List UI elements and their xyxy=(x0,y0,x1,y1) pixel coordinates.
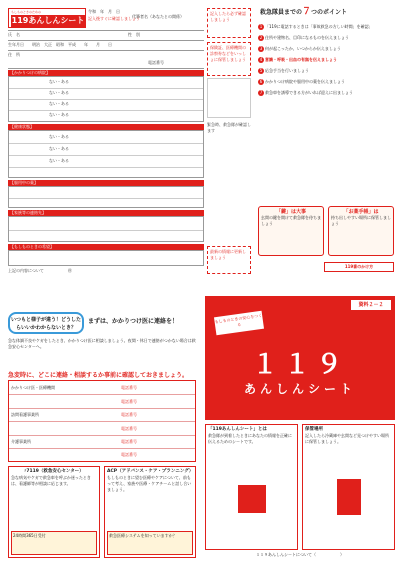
step-item: 5 応急手当を行いましょう xyxy=(259,68,309,73)
step-item: 3 何が起こったか、いつからか伝えましょう xyxy=(259,46,341,51)
contact-phone: 電話番号 xyxy=(121,452,137,457)
memo-box xyxy=(207,78,251,118)
instruction-list xyxy=(258,24,394,101)
divider xyxy=(8,30,204,31)
form-date-note: 記入後すぐに確認しましょう xyxy=(88,16,140,21)
contact-table xyxy=(8,380,196,462)
cover-footer: １１９あんしんシートについて（ ） xyxy=(256,552,344,557)
info-subbox: 救急医療システムを知っていますか？ xyxy=(107,531,193,555)
section-medicine: 【服用中の薬】 xyxy=(8,180,204,186)
divider xyxy=(8,50,204,51)
birth-label: 生年月日 xyxy=(8,42,24,47)
tip-boxes xyxy=(258,206,394,256)
address-label: 住 所 xyxy=(8,52,20,57)
medical-grid: ない・ある ない・ある ない・ある ない・ある xyxy=(8,76,204,122)
document-tag: 資料２－２ xyxy=(351,300,391,310)
middle-notes xyxy=(205,8,253,274)
contact-label: 訪問看護事業所 xyxy=(11,412,39,417)
sheet-illustration-icon xyxy=(238,485,266,513)
fridge-icon xyxy=(337,479,361,515)
info-boxes xyxy=(8,466,196,558)
divider xyxy=(8,40,204,41)
brochure-back-page xyxy=(8,312,196,562)
step-item: 2 住所や建物名、目印になるものを伝えましょう xyxy=(259,35,349,40)
form-date: 令和 年 月 日 xyxy=(88,9,120,14)
tip-key: 「鍵」は大事 玄関の鍵を開けて救急隊を待ちましょう xyxy=(258,206,324,256)
step-item: 4 意識・呼吸・出血の有無を伝えましょう xyxy=(259,57,337,62)
middle-update: 最新の情報に更新しましょう xyxy=(207,246,251,274)
anshin-form-page xyxy=(8,8,204,274)
gender-label: 性 別 xyxy=(128,32,140,37)
divider xyxy=(8,68,204,69)
contact-label: 介護事業所 xyxy=(11,439,31,444)
form-small-label: もしものときのための xyxy=(11,10,42,14)
contact-phone: 電話番号 xyxy=(121,426,137,431)
callout-check: 記入したら必ず確認しましょう xyxy=(207,8,251,38)
contact-phone: 電話番号 xyxy=(121,385,137,390)
birth-value: 明治 大正 昭和 平成 年 月 日 xyxy=(32,42,112,47)
form-footer: 上記の内容について ㊞ xyxy=(8,268,72,273)
form-spread xyxy=(0,0,400,280)
yes-no: ない・ある xyxy=(49,79,69,84)
health-grid: ない・ある ない・ある ない・ある xyxy=(8,130,204,178)
instruction-page xyxy=(254,8,396,274)
form-title: 119あんしんシート xyxy=(11,16,85,25)
step-item: 1 「119に電話するときは「事故救急の方しい時間」を確認」 xyxy=(259,24,373,29)
instruction-footer: 119番のかけ方 xyxy=(324,262,394,272)
brochure-cover-page xyxy=(205,296,395,562)
question-bubble: いつもと様子が違う！どうしたらいいかわからないとき？ xyxy=(8,312,84,334)
intro-text: 急な体調不良やケガをしたとき、かかりつけ医に相談しましょう。夜間・休日で連絡がつかない場合は救急安心センターへ。 xyxy=(8,338,196,349)
name-label: 氏 名 xyxy=(8,32,20,37)
cover-banner: もしものときの安心をつくる xyxy=(214,311,264,336)
contact-title: 急変時に、どこに連絡・相談するか事前に確認しておきましょう。 xyxy=(8,370,196,381)
cover-step-about: 「119あんしんシート」とは 救急隊が到着したときにあなたの情報を正確に伝えるためのシートです。 xyxy=(205,424,298,550)
middle-note: 緊急時、救急隊が確認します xyxy=(207,122,251,133)
wish-grid xyxy=(8,250,204,266)
cover-step-storage: 保管場所 記入したら冷蔵庫や玄関など見つけやすい場所に保管しましょう。 xyxy=(302,424,395,550)
info-box-acp: ACP（アドバンス・ケア・プランニング） もしものときに望む医療やケアについて、前もって考え、家族や医療・ケアチームと話し合いましょう。 救急医療システムを知っていますか？ xyxy=(104,466,196,558)
phone-label: 電話番号 xyxy=(148,60,164,65)
callout-store: 保険証、医療機関の診察券などをいっしょに保管しましょう xyxy=(207,42,251,76)
question-answer: まずは、かかりつけ医に連絡を！ xyxy=(88,318,179,325)
section-medical: 【かかりつけの病院】 xyxy=(8,70,204,76)
contact-phone: 電話番号 xyxy=(121,399,137,404)
contact-label: かかりつけ医・医療機関 xyxy=(11,385,55,390)
family-grid xyxy=(8,216,204,242)
cover-name: あんしんシート xyxy=(243,382,356,396)
cover-steps xyxy=(205,424,395,550)
section-family: 【家族等の連絡先】 xyxy=(8,210,204,216)
cover-panel xyxy=(205,296,395,420)
step-item: 6 かかりつけ病院や服用中の薬を伝えましょう xyxy=(259,79,345,84)
tip-medicine-notebook: 「お薬手帳」は 持ち出しやすい場所に保管しましょう xyxy=(328,206,394,256)
form-title-box xyxy=(8,8,86,28)
brochure-spread xyxy=(0,288,400,569)
step-item: 7 救急車を誘導できる方がいれば迎えに出ましょう xyxy=(259,90,353,95)
form-writer-label: 代筆者名（あなたとの関係） xyxy=(132,14,184,19)
contact-phone: 電話番号 xyxy=(121,439,137,444)
info-subbox: 24時間365日受付 xyxy=(11,531,97,555)
instruction-title: 救急隊員までの７つのポイント xyxy=(260,7,348,17)
section-wish: 【もしものときの希望】 xyxy=(8,244,204,250)
info-box-7119: ♯7119（救急安心センター） 急な病気やケガで救急車を呼ぶか迷ったときは、看護師等が相談に応じます。 24時間365日受付 xyxy=(8,466,100,558)
cover-number: １１９ xyxy=(251,349,348,379)
contact-phone: 電話番号 xyxy=(121,412,137,417)
medicine-grid xyxy=(8,186,204,208)
section-health: 【健康状態】 xyxy=(8,124,204,130)
